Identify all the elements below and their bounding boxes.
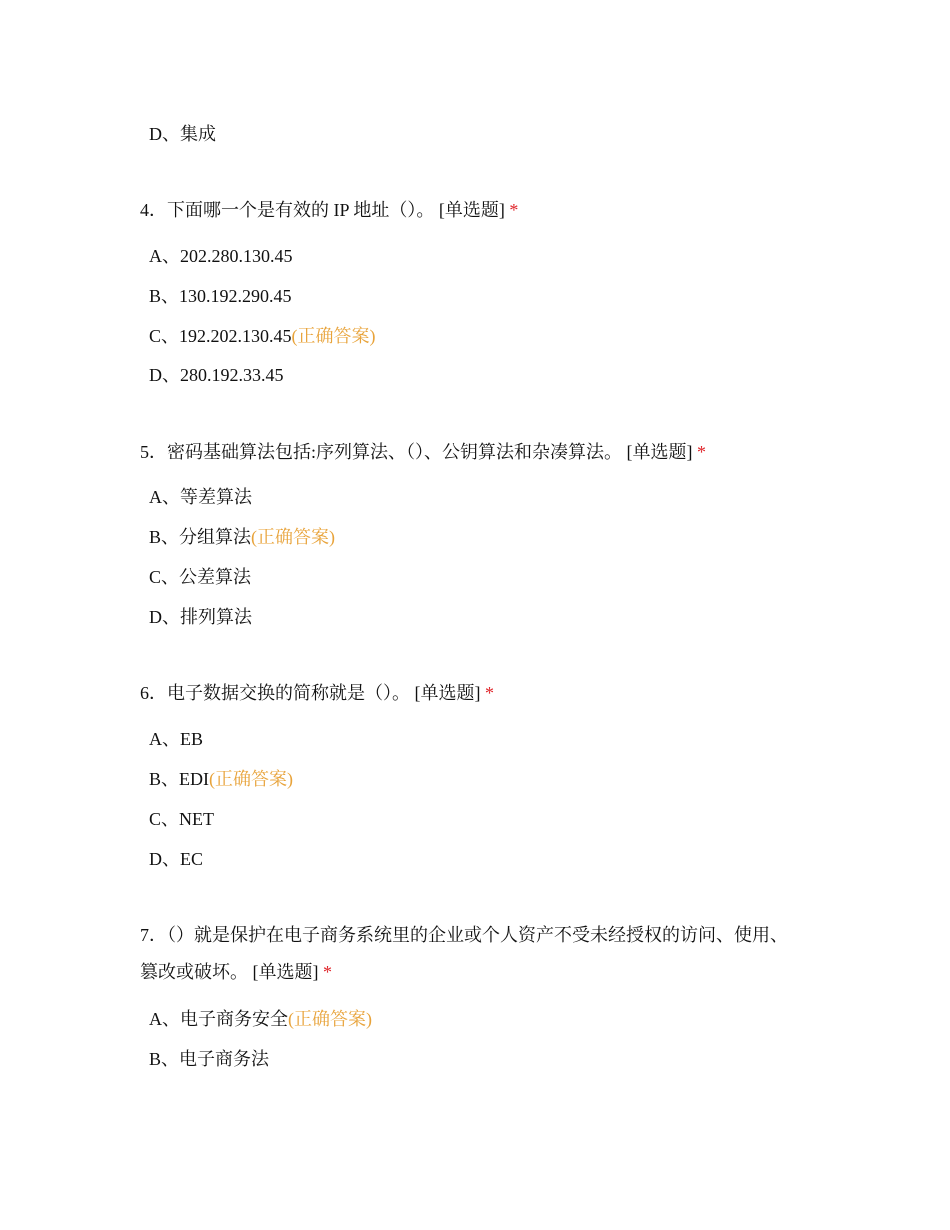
q6-option-a: A、EB xyxy=(149,729,203,749)
question-7-title: 7．（）就是保护在电子商务系统里的企业或个人资产不受未经授权的访问、使用、篡改或破坏。 [单选题] * xyxy=(140,925,788,982)
required-mark: * xyxy=(509,200,519,220)
q4-option-a: A、202.280.130.45 xyxy=(149,246,293,266)
required-mark: * xyxy=(323,962,332,982)
question-type-tag: [单选题] xyxy=(438,200,505,220)
question-type-tag: [单选题] xyxy=(626,442,693,462)
q7-option-a: A、电子商务安全(正确答案) xyxy=(149,1009,372,1029)
question-4-title: 4．下面哪一个是有效的 IP 地址（）。 [单选题] * xyxy=(140,200,519,220)
q6-option-b: B、EDI(正确答案) xyxy=(149,769,293,789)
q3-option-d: D、集成 xyxy=(149,124,216,144)
q7-option-b: B、电子商务法 xyxy=(149,1049,270,1069)
question-6-title: 6．电子数据交换的简称就是（）。 [单选题] * xyxy=(140,683,494,703)
correct-answer-label: (正确答案) xyxy=(209,769,293,789)
q6-option-d: D、EC xyxy=(149,849,203,869)
correct-answer-label: (正确答案) xyxy=(291,326,376,346)
q4-option-b: B、130.192.290.45 xyxy=(149,286,292,306)
required-mark: * xyxy=(697,442,706,462)
q4-option-d: D、280.192.33.45 xyxy=(149,365,284,385)
question-type-tag: [单选题] xyxy=(252,962,319,982)
question-5-title: 5．密码基础算法包括:序列算法、（）、公钥算法和杂凑算法。 [单选题] * xyxy=(140,442,706,462)
q6-option-c: C、NET xyxy=(149,809,214,829)
q5-option-b: B、分组算法(正确答案) xyxy=(149,527,336,547)
correct-answer-label: (正确答案) xyxy=(288,1009,372,1029)
question-type-tag: [单选题] xyxy=(414,683,481,703)
required-mark: * xyxy=(485,683,494,703)
q5-option-a: A、等差算法 xyxy=(149,487,252,507)
q4-option-c: C、192.202.130.45(正确答案) xyxy=(149,326,376,346)
q5-option-d: D、排列算法 xyxy=(149,607,252,627)
q5-option-c: C、公差算法 xyxy=(149,567,252,587)
correct-answer-label: (正确答案) xyxy=(251,527,336,547)
